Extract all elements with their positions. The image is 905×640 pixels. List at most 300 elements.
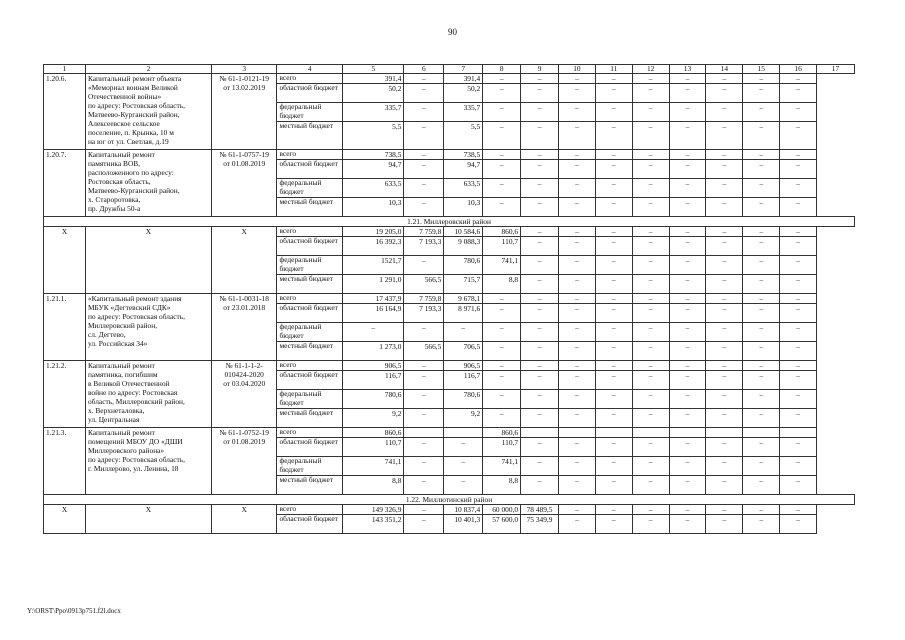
amount-cell: –	[706, 476, 743, 495]
amount-cell: 335,7	[342, 103, 403, 122]
table-row	[44, 74, 855, 84]
amount-cell	[521, 428, 559, 438]
amount-cell: 8,8	[342, 476, 403, 495]
amount-cell: 715,7	[444, 275, 483, 294]
amount-cell: –	[780, 342, 817, 361]
amount-cell: –	[521, 74, 559, 84]
amount-cell: –	[595, 227, 632, 237]
amount-cell: –	[669, 409, 706, 428]
amount-cell: –	[521, 390, 559, 409]
amount-cell: –	[521, 179, 559, 198]
page-number: 90	[448, 27, 457, 37]
amount-cell: –	[595, 361, 632, 371]
amount-cell: –	[743, 515, 780, 534]
funding-source: местный бюджет	[277, 476, 343, 495]
amount-cell: 633,5	[444, 179, 483, 198]
amount-cell: –	[404, 409, 444, 428]
amount-cell: –	[669, 371, 706, 390]
item-document: № 61-1-0121-19 от 13.02.2019	[211, 74, 277, 150]
item-document: № 61-1-0752-19 от 01.08.2019	[211, 428, 277, 495]
amount-cell: –	[632, 275, 669, 294]
funding-source: всего	[277, 505, 343, 515]
amount-cell: –	[632, 256, 669, 275]
amount-cell: –	[342, 323, 403, 342]
amount-cell: 16 164,9	[342, 304, 403, 323]
amount-cell: –	[669, 256, 706, 275]
amount-cell: –	[706, 371, 743, 390]
amount-cell: –	[780, 84, 817, 103]
funding-source: федеральный бюджет	[277, 323, 343, 342]
amount-cell: –	[780, 390, 817, 409]
amount-cell: –	[595, 256, 632, 275]
amount-cell: –	[404, 323, 444, 342]
table-row	[44, 227, 855, 237]
amount-cell: –	[558, 342, 595, 361]
amount-cell: –	[521, 361, 559, 371]
amount-cell: –	[706, 198, 743, 217]
item-description: Х	[85, 227, 211, 294]
amount-cell: –	[595, 84, 632, 103]
amount-cell: –	[743, 227, 780, 237]
amount-cell: –	[780, 457, 817, 476]
amount-cell: –	[632, 323, 669, 342]
amount-cell: 94,7	[342, 160, 403, 179]
amount-cell: –	[521, 409, 559, 428]
amount-cell: –	[483, 361, 521, 371]
amount-cell: –	[632, 457, 669, 476]
amount-cell: –	[780, 179, 817, 198]
amount-cell: 8,8	[483, 476, 521, 495]
section-title: 1.22. Миллютинский район	[44, 495, 855, 505]
amount-cell: –	[743, 103, 780, 122]
funding-source: областной бюджет	[277, 438, 343, 457]
funding-source: местный бюджет	[277, 122, 343, 150]
amount-cell: –	[558, 160, 595, 179]
amount-cell: –	[404, 505, 444, 515]
file-path-footer: Y:\ORST\Ppo\0913p751.f2l.docx	[27, 607, 121, 615]
amount-cell: 7 193,3	[404, 237, 444, 256]
amount-cell	[595, 428, 632, 438]
amount-cell: –	[632, 438, 669, 457]
amount-cell: –	[404, 84, 444, 103]
amount-cell: –	[669, 74, 706, 84]
amount-cell: –	[558, 371, 595, 390]
amount-cell: –	[558, 390, 595, 409]
item-number: 1.20.7.	[44, 150, 86, 217]
amount-cell: –	[743, 74, 780, 84]
amount-cell: –	[632, 74, 669, 84]
amount-cell: –	[743, 505, 780, 515]
amount-cell: –	[632, 294, 669, 304]
amount-cell: –	[706, 409, 743, 428]
amount-cell: 9,2	[342, 409, 403, 428]
amount-cell: –	[595, 342, 632, 361]
amount-cell: 741,1	[483, 256, 521, 275]
amount-cell: –	[669, 390, 706, 409]
funding-source: областной бюджет	[277, 160, 343, 179]
amount-cell: –	[404, 361, 444, 371]
amount-cell: –	[706, 237, 743, 256]
amount-cell: –	[558, 237, 595, 256]
amount-cell: 143 351,2	[342, 515, 403, 534]
column-number: 13	[669, 65, 706, 74]
amount-cell: –	[483, 122, 521, 150]
amount-cell: –	[743, 84, 780, 103]
amount-cell: –	[521, 342, 559, 361]
amount-cell: –	[595, 476, 632, 495]
amount-cell: –	[521, 160, 559, 179]
amount-cell: –	[669, 122, 706, 150]
amount-cell: –	[669, 237, 706, 256]
amount-cell: –	[743, 457, 780, 476]
funding-source: всего	[277, 74, 343, 84]
amount-cell: –	[521, 237, 559, 256]
amount-cell: –	[595, 122, 632, 150]
amount-cell: –	[483, 390, 521, 409]
amount-cell: 1 291,0	[342, 275, 403, 294]
amount-cell: 16 392,3	[342, 237, 403, 256]
amount-cell: –	[706, 275, 743, 294]
amount-cell: –	[521, 150, 559, 160]
amount-cell: –	[483, 294, 521, 304]
amount-cell: –	[558, 74, 595, 84]
amount-cell: –	[632, 103, 669, 122]
funding-source: всего	[277, 294, 343, 304]
column-number-row	[44, 65, 855, 74]
amount-cell: –	[780, 237, 817, 256]
amount-cell: 706,5	[444, 342, 483, 361]
amount-cell: 9 088,3	[444, 237, 483, 256]
amount-cell: –	[743, 150, 780, 160]
amount-cell: –	[706, 342, 743, 361]
amount-cell: 391,4	[444, 74, 483, 84]
amount-cell: –	[669, 361, 706, 371]
amount-cell: –	[595, 160, 632, 179]
amount-cell: –	[595, 409, 632, 428]
amount-cell: –	[706, 304, 743, 323]
amount-cell: –	[706, 457, 743, 476]
amount-cell: 7 193,3	[404, 304, 444, 323]
amount-cell: 110,7	[483, 438, 521, 457]
column-number: 7	[444, 65, 483, 74]
column-number: 4	[277, 65, 343, 74]
amount-cell: –	[483, 409, 521, 428]
column-number: 11	[595, 65, 632, 74]
amount-cell: –	[521, 323, 559, 342]
amount-cell: –	[743, 438, 780, 457]
amount-cell: –	[558, 227, 595, 237]
section-row	[44, 217, 855, 227]
amount-cell: –	[558, 103, 595, 122]
funding-source: всего	[277, 428, 343, 438]
funding-source: областной бюджет	[277, 515, 343, 534]
amount-cell: –	[780, 361, 817, 371]
column-number: 2	[85, 65, 211, 74]
amount-cell: –	[558, 256, 595, 275]
amount-cell: 741,1	[483, 457, 521, 476]
amount-cell: –	[780, 294, 817, 304]
amount-cell: 335,7	[444, 103, 483, 122]
amount-cell: 741,1	[342, 457, 403, 476]
amount-cell: –	[706, 179, 743, 198]
amount-cell: –	[780, 476, 817, 495]
amount-cell: –	[706, 74, 743, 84]
amount-cell: –	[743, 237, 780, 256]
amount-cell: –	[595, 304, 632, 323]
amount-cell	[780, 428, 817, 438]
column-number: 14	[706, 65, 743, 74]
amount-cell: –	[483, 342, 521, 361]
amount-cell: 60 000,0	[483, 505, 521, 515]
amount-cell: 633,5	[342, 179, 403, 198]
amount-cell: –	[404, 103, 444, 122]
column-number: 6	[404, 65, 444, 74]
amount-cell: –	[669, 84, 706, 103]
column-number: 12	[632, 65, 669, 74]
amount-cell: 5,5	[342, 122, 403, 150]
amount-cell: –	[558, 179, 595, 198]
amount-cell: –	[706, 160, 743, 179]
amount-cell: 19 205,0	[342, 227, 403, 237]
amount-cell: 906,5	[444, 361, 483, 371]
amount-cell: –	[669, 227, 706, 237]
table-row	[44, 361, 855, 371]
amount-cell: –	[558, 122, 595, 150]
amount-cell: –	[706, 256, 743, 275]
amount-cell: –	[669, 275, 706, 294]
table-row	[44, 428, 855, 438]
column-number: 3	[211, 65, 277, 74]
amount-cell	[743, 428, 780, 438]
amount-cell: –	[669, 515, 706, 534]
item-document: Х	[211, 227, 277, 294]
amount-cell: 566,5	[404, 342, 444, 361]
amount-cell: –	[404, 371, 444, 390]
funding-source: местный бюджет	[277, 198, 343, 217]
amount-cell: –	[444, 323, 483, 342]
amount-cell: –	[483, 150, 521, 160]
amount-cell: –	[780, 227, 817, 237]
amount-cell: –	[706, 438, 743, 457]
item-document: № 61-1-0757-19 от 01.08.2019	[211, 150, 277, 217]
table-row	[44, 294, 855, 304]
amount-cell: –	[743, 294, 780, 304]
amount-cell: –	[595, 505, 632, 515]
item-description: «Капитальный ремонт здания МБУК «Дегтевский СДК» по адресу: Ростовская область, Миллеровский район, сл. Дегтево, ул. Российская 34»	[85, 294, 211, 361]
amount-cell: 116,7	[444, 371, 483, 390]
amount-cell: 110,7	[342, 438, 403, 457]
amount-cell: –	[632, 361, 669, 371]
funding-source: областной бюджет	[277, 237, 343, 256]
column-number: 10	[558, 65, 595, 74]
amount-cell: –	[595, 323, 632, 342]
amount-cell: –	[780, 275, 817, 294]
amount-cell: –	[595, 150, 632, 160]
amount-cell: –	[483, 323, 521, 342]
amount-cell: –	[558, 304, 595, 323]
amount-cell: –	[404, 179, 444, 198]
amount-cell: –	[706, 227, 743, 237]
section-row	[44, 495, 855, 505]
amount-cell: –	[521, 227, 559, 237]
amount-cell: –	[669, 476, 706, 495]
amount-cell: –	[706, 505, 743, 515]
amount-cell: –	[404, 515, 444, 534]
amount-cell: –	[706, 323, 743, 342]
amount-cell: 78 489,5	[521, 505, 559, 515]
amount-cell: –	[669, 294, 706, 304]
funding-source: федеральный бюджет	[277, 390, 343, 409]
column-number: 1	[44, 65, 86, 74]
funding-source: областной бюджет	[277, 304, 343, 323]
amount-cell: –	[669, 457, 706, 476]
table-body	[44, 65, 855, 534]
amount-cell: –	[669, 103, 706, 122]
amount-cell: –	[743, 361, 780, 371]
funding-source: местный бюджет	[277, 409, 343, 428]
amount-cell: –	[404, 438, 444, 457]
amount-cell: 391,4	[342, 74, 403, 84]
amount-cell: –	[558, 457, 595, 476]
amount-cell: 116,7	[342, 371, 403, 390]
amount-cell: 738,5	[342, 150, 403, 160]
amount-cell: –	[521, 103, 559, 122]
amount-cell: –	[743, 198, 780, 217]
amount-cell: 780,6	[444, 256, 483, 275]
amount-cell: –	[743, 371, 780, 390]
amount-cell: –	[595, 74, 632, 84]
amount-cell: –	[558, 150, 595, 160]
amount-cell: –	[743, 342, 780, 361]
funding-source: федеральный бюджет	[277, 457, 343, 476]
amount-cell: 149 326,9	[342, 505, 403, 515]
item-document: Х	[211, 505, 277, 534]
amount-cell: –	[780, 150, 817, 160]
amount-cell: –	[632, 160, 669, 179]
amount-cell: –	[780, 438, 817, 457]
funding-source: областной бюджет	[277, 84, 343, 103]
table-row	[44, 150, 855, 160]
amount-cell: 7 759,8	[404, 294, 444, 304]
amount-cell: 780,6	[342, 390, 403, 409]
funding-source: федеральный бюджет	[277, 179, 343, 198]
amount-cell: 57 600,0	[483, 515, 521, 534]
amount-cell: 5,5	[444, 122, 483, 150]
amount-cell: –	[780, 371, 817, 390]
amount-cell: –	[444, 457, 483, 476]
amount-cell: –	[706, 294, 743, 304]
amount-cell: 780,6	[444, 390, 483, 409]
amount-cell: –	[558, 323, 595, 342]
amount-cell: –	[743, 323, 780, 342]
item-document: № 61-1-0031-18 от 23.01.2018	[211, 294, 277, 361]
amount-cell: –	[444, 438, 483, 457]
amount-cell: –	[706, 150, 743, 160]
item-number: Х	[44, 227, 86, 294]
amount-cell: –	[706, 122, 743, 150]
amount-cell: –	[558, 438, 595, 457]
amount-cell: –	[743, 390, 780, 409]
amount-cell: –	[404, 150, 444, 160]
amount-cell: –	[404, 122, 444, 150]
funding-source: всего	[277, 150, 343, 160]
amount-cell: –	[743, 122, 780, 150]
amount-cell: –	[706, 390, 743, 409]
amount-cell	[558, 428, 595, 438]
amount-cell: –	[780, 198, 817, 217]
item-description: Капитальный ремонт памятника, погибшим в Великой Отечественной войне по адресу: Ростовская область, Миллеровский район, х. Верхнеталовка, ул. Центральная	[85, 361, 211, 428]
amount-cell: –	[595, 237, 632, 256]
amount-cell: –	[669, 198, 706, 217]
amount-cell: –	[558, 275, 595, 294]
amount-cell: –	[595, 103, 632, 122]
amount-cell: –	[404, 74, 444, 84]
amount-cell: –	[483, 74, 521, 84]
amount-cell: –	[404, 390, 444, 409]
amount-cell: –	[483, 179, 521, 198]
funding-source: местный бюджет	[277, 342, 343, 361]
amount-cell: –	[558, 505, 595, 515]
funding-source: всего	[277, 227, 343, 237]
item-number: 1.21.3.	[44, 428, 86, 495]
budget-table	[43, 64, 855, 534]
amount-cell: –	[780, 505, 817, 515]
amount-cell: 10 584,6	[444, 227, 483, 237]
amount-cell: –	[595, 457, 632, 476]
amount-cell: –	[521, 122, 559, 150]
amount-cell: –	[632, 476, 669, 495]
amount-cell: –	[483, 198, 521, 217]
amount-cell: 10,3	[444, 198, 483, 217]
amount-cell: 8 971,6	[444, 304, 483, 323]
amount-cell: –	[558, 198, 595, 217]
item-document: № 61-1-1-2- 010424-2020 от 03.04.2020	[211, 361, 277, 428]
amount-cell: 566,5	[404, 275, 444, 294]
amount-cell	[404, 428, 444, 438]
amount-cell: –	[780, 74, 817, 84]
amount-cell: –	[780, 304, 817, 323]
amount-cell: 906,5	[342, 361, 403, 371]
amount-cell: –	[483, 103, 521, 122]
amount-cell: –	[743, 304, 780, 323]
amount-cell: –	[780, 122, 817, 150]
amount-cell: 50,2	[444, 84, 483, 103]
amount-cell: –	[632, 198, 669, 217]
amount-cell: –	[669, 323, 706, 342]
amount-cell: –	[632, 179, 669, 198]
amount-cell: –	[595, 390, 632, 409]
amount-cell: –	[669, 342, 706, 361]
amount-cell: –	[632, 237, 669, 256]
amount-cell: 10 837,4	[444, 505, 483, 515]
amount-cell: –	[669, 438, 706, 457]
item-number: 1.20.6.	[44, 74, 86, 150]
amount-cell: –	[558, 84, 595, 103]
item-description: Капитальный ремонт объекта «Мемориал воинам Великой Отечественной войны» по адресу: Ростовская область, Матвеево-Курганский район, Алексеевское сельское поселение, п. Крынка, 10 м на юг от ул. Светлая, д.19	[85, 74, 211, 150]
amount-cell: –	[632, 84, 669, 103]
amount-cell: 860,6	[483, 227, 521, 237]
amount-cell: –	[743, 409, 780, 428]
amount-cell: 17 437,9	[342, 294, 403, 304]
amount-cell: 94,7	[444, 160, 483, 179]
amount-cell: –	[483, 304, 521, 323]
amount-cell: –	[404, 457, 444, 476]
amount-cell: –	[521, 476, 559, 495]
amount-cell: –	[743, 275, 780, 294]
amount-cell: –	[706, 515, 743, 534]
funding-source: местный бюджет	[277, 275, 343, 294]
amount-cell: –	[780, 160, 817, 179]
